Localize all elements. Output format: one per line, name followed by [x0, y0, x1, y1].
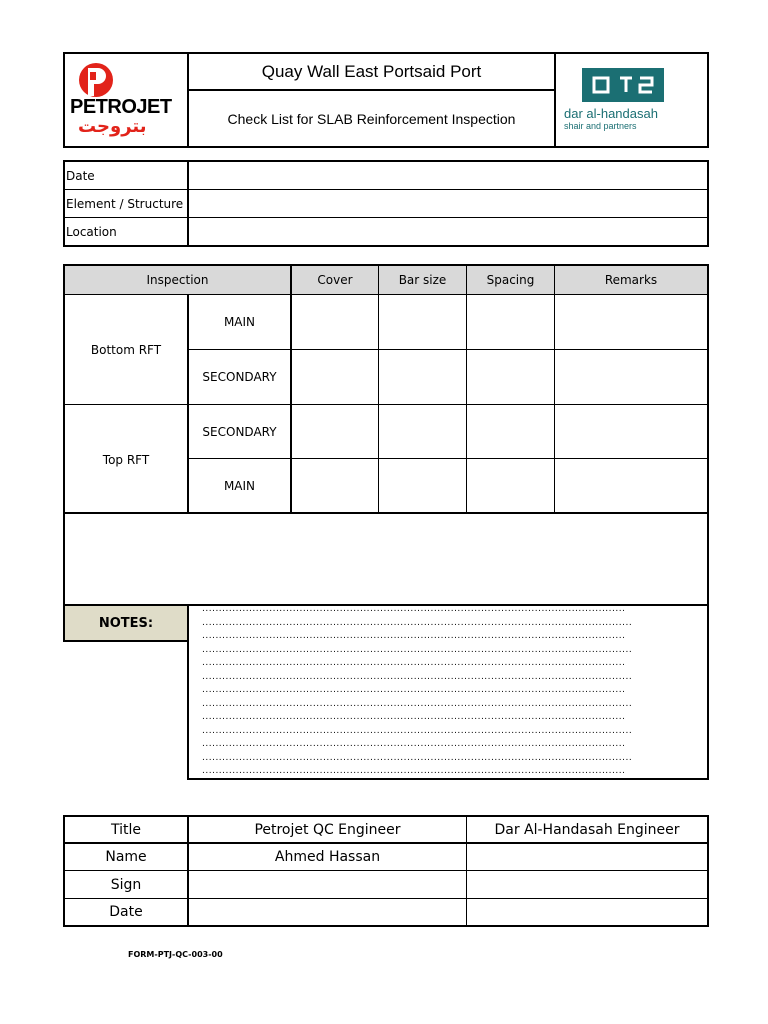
dar-tagline: shair and partners	[564, 121, 637, 131]
notes-line: ..............................................................................................................................	[202, 712, 626, 722]
petrojet-arabic-wordmark: بتروجت	[78, 116, 147, 137]
remarks-header: Remarks	[604, 273, 658, 287]
checklist-title: Check List for SLAB Reinforcement Inspection	[227, 110, 516, 127]
dar-al-handasah-logo	[560, 62, 700, 142]
inspection-header: Inspection	[146, 273, 209, 287]
bottom-secondary-label: SECONDARY	[202, 370, 277, 384]
notes-line: ..............................................................................................................................	[202, 739, 626, 749]
petrojet-qc-engineer-header: Petrojet QC Engineer	[254, 821, 401, 838]
notes-line: ..............................................................................................................................	[202, 766, 626, 776]
notes-line: ................................................................................................................................	[202, 645, 633, 655]
top-rft-label: Top RFT	[102, 452, 150, 467]
sig-label-date: Date	[109, 904, 143, 920]
notes-line: ................................................................................................................................	[202, 699, 633, 709]
notes-line: ..............................................................................................................................	[202, 631, 626, 641]
top-main-label: MAIN	[223, 478, 256, 493]
info-value-element-structure[interactable]	[190, 190, 707, 217]
bottom-main-label: MAIN	[223, 315, 256, 329]
info-value-date[interactable]	[190, 162, 707, 189]
dar-wordmark: dar al-handasah	[564, 106, 658, 121]
notes-line: ..............................................................................................................................	[202, 658, 626, 668]
top-secondary-label: SECONDARY	[202, 424, 277, 439]
notes-line: ................................................................................................................................	[202, 753, 633, 763]
notes-line: ................................................................................................................................	[202, 618, 633, 628]
bar-size-header: Bar size	[398, 273, 447, 287]
bottom-rft-label: Bottom RFT	[90, 342, 162, 357]
sig-label-name: Name	[105, 849, 147, 865]
form-code: FORM-PTJ-QC-003-00	[128, 950, 223, 959]
notes-line: ................................................................................................................................	[202, 726, 633, 736]
cover-header: Cover	[317, 273, 353, 287]
petrojet-wordmark: PETROJET	[70, 96, 172, 118]
info-value-location[interactable]	[190, 218, 707, 245]
notes-line: ................................................................................................................................	[202, 672, 633, 682]
notes-label: NOTES:	[98, 615, 154, 631]
blank-area	[63, 512, 709, 606]
petrojet-engineer-name[interactable]: Ahmed Hassan	[274, 849, 381, 865]
info-label-location: Location	[66, 224, 117, 239]
petrojet-logo	[68, 60, 183, 142]
sig-label-sign: Sign	[110, 876, 142, 893]
spacing-header: Spacing	[486, 273, 535, 287]
info-label-date: Date	[66, 168, 95, 183]
dar-engineer-name[interactable]	[467, 844, 707, 870]
project-title: Quay Wall East Portsaid Port	[261, 61, 482, 81]
sig-label-title: Title	[110, 821, 141, 838]
info-label-element-structure: Element / Structure	[66, 196, 184, 211]
notes-line: ..............................................................................................................................	[202, 685, 626, 695]
dar-engineer-header: Dar Al-Handasah Engineer	[494, 821, 680, 838]
notes-line: ..............................................................................................................................	[202, 604, 626, 614]
